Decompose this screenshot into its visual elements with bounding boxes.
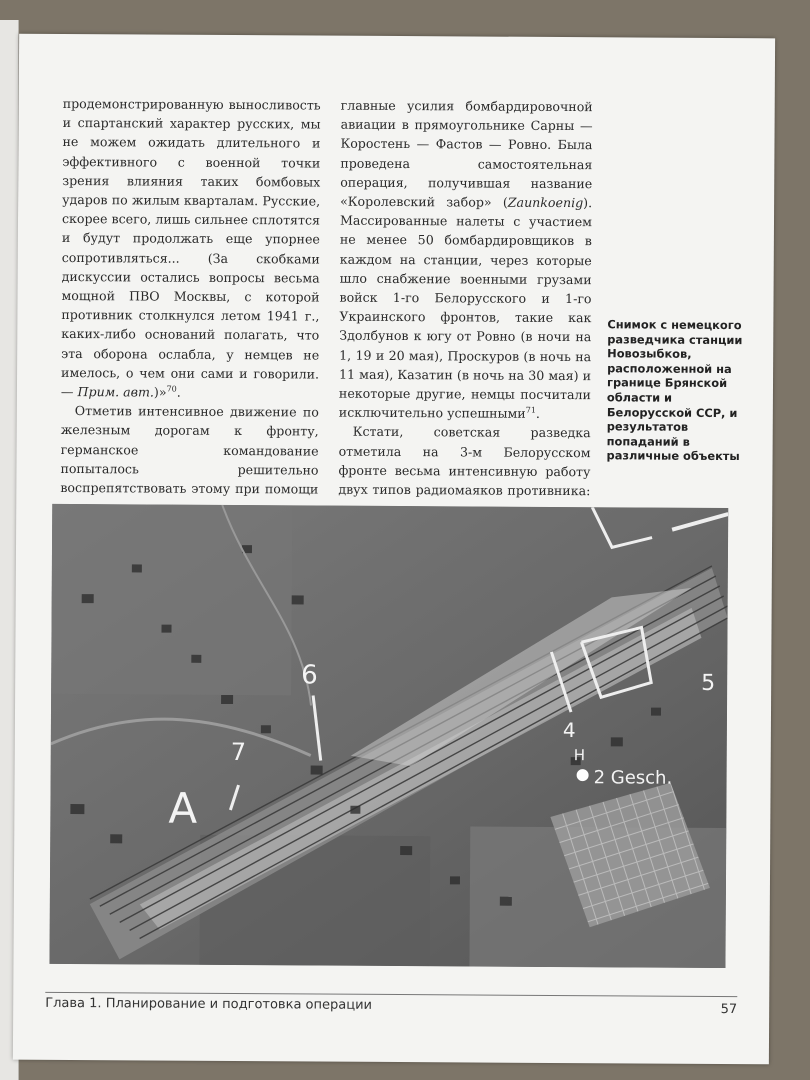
- photo-label-5: 5: [701, 670, 716, 696]
- left-paragraph-2: Отметив интенсивное движение по железным дорогам к фронту, германское командование попыталось решительно воспрепятствовать этому при помощи: [60, 403, 319, 497]
- photo-caption: Снимок с немецкого разведчика станции Новозыбков, расположенной на границе Брянской области и Белорусской ССР, и результатов попаданий в различные объекты: [606, 317, 743, 464]
- left-paragraph-1: продемонстрированную выносливость и спартанский характер русских, мы не можем ожидать длительного и эффективного с военной точки зрения влияния таких бомбовых ударов по жилым кварталам. Русские, скорее всего, лишь сильнее сплотятся и будут продолжать еще упорнее сопротивляться... (За скобками дискуссии остались вопросы весьма мощной ПВО Москвы, с которой противник столкнулся летом 1941 г., каких-либо оснований полагать, что эта оборона ослабла, у немцев не имелось, о чем они сами и говорили. — Прим. авт.)»$^{70}$.: [60, 95, 321, 400]
- middle-paragraph-2: Кстати, советская разведка отметила на 3-м Белорусском фронте весьма интенсивную работу двух типов радиомаяков противника:: [338, 424, 591, 499]
- photo-label-a: A: [168, 783, 198, 833]
- book-page: [13, 34, 775, 1065]
- photo-label-7: 7: [230, 738, 247, 767]
- page-number: 57: [720, 1002, 738, 1018]
- aerial-photo-drawing: [49, 504, 728, 968]
- photo-label-6: 6: [301, 660, 318, 691]
- middle-column: [338, 96, 593, 557]
- photo-label-h: H: [573, 746, 586, 765]
- photo-label-gesch: 2 Gesch.: [593, 767, 673, 789]
- chapter-title: Глава 1. Планирование и подготовка операции: [45, 995, 373, 1013]
- middle-paragraph-1: главные усилия бомбардировочной авиации в прямоугольнике Сарны — Коростень — Фастов — Ровно. Была проведена самостоятельная операция, получившая название «Королевский забор» (Zaunkoenig). Массированные налеты с участием не менее 50 бомбардировщиков в каждом на станции, через которые шло снабжение военными грузами войск 1-го Белорусского и 1-го Украинского фронтов, такие как Здолбунов к югу от Ровно (в ночи на 1, 19 и 20 мая), Проскуров (в ночь на 11 мая), Казатин (в ночь на 30 мая) и некоторые другие, немцы посчитали исключительно успешными$^{71}$.: [338, 97, 593, 422]
- photo-label-4: 4: [562, 718, 576, 743]
- left-column: [60, 94, 321, 568]
- aerial-reconnaissance-photo: [49, 504, 728, 968]
